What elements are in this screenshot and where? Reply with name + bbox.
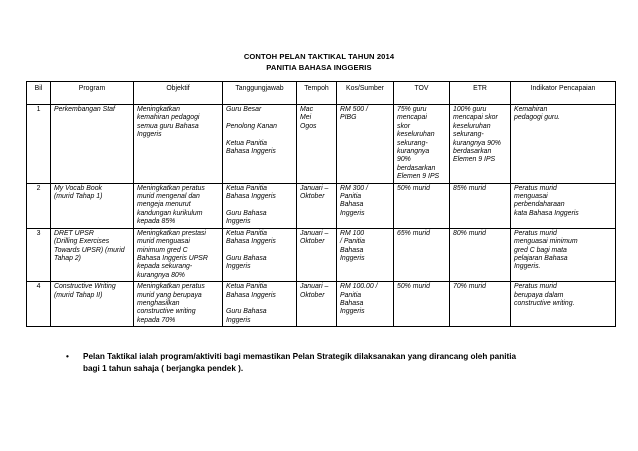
- cell-line: gred C bagi mata: [514, 246, 567, 254]
- cell-line: Peratus murid: [514, 283, 557, 291]
- cell-line: Peratus murid: [514, 184, 557, 192]
- cell-line: Ogos: [300, 122, 317, 130]
- bullet-icon: •: [66, 352, 69, 361]
- cell-line: pelajaran Bahasa: [514, 254, 568, 262]
- cell-tov: [394, 183, 450, 228]
- cell-line: Guru Bahasa: [226, 209, 267, 217]
- cell-line: Peratus murid: [514, 229, 557, 237]
- cell-line: 65% murid: [397, 229, 430, 237]
- cell-line: (Drilling Exercises: [54, 238, 110, 246]
- cell-line: berdasarkan: [397, 164, 436, 172]
- cell-objektif: [134, 183, 223, 228]
- cell-line: mengeja menurut: [137, 201, 191, 209]
- cell-line: Guru Besar: [226, 106, 262, 113]
- cell-tanggungjawab: [223, 183, 297, 228]
- cell-line: DRET UPSR: [54, 229, 94, 237]
- header-objektif: Objektif: [134, 82, 223, 105]
- cell-line: Kemahiran: [514, 106, 548, 113]
- cell-line: semua guru Bahasa: [137, 122, 199, 130]
- page-subtitle: PANITIA BAHASA INGGERIS: [266, 63, 372, 72]
- cell-line: Bahasa Inggeris UPSR: [137, 254, 208, 262]
- cell-objektif: [134, 282, 223, 327]
- header-bil: Bil: [27, 82, 51, 105]
- cell-line: 85% murid: [453, 184, 486, 192]
- footnote-line: bagi 1 tahun sahaja ( berjangka pendek ).: [83, 364, 244, 373]
- cell-line: sekurang-: [453, 131, 484, 139]
- cell-line: 75% guru: [397, 106, 427, 113]
- cell-kos: [337, 183, 394, 228]
- cell-line: Januari –: [300, 229, 329, 237]
- cell-line: (murid Tahap 1): [54, 193, 103, 201]
- cell-line: Inggeris: [226, 316, 251, 324]
- cell-line: murid menguasai: [137, 238, 190, 246]
- cell-line: Panitia: [340, 193, 362, 201]
- footnote-text: [83, 351, 603, 375]
- cell-kos: [337, 228, 394, 281]
- cell-line: Panitia: [340, 291, 362, 299]
- cell-line: kandungan kurikulum: [137, 209, 203, 217]
- cell-objektif: [134, 105, 223, 184]
- cell-line: 50% murid: [397, 283, 430, 291]
- cell-line: Bahasa: [340, 299, 364, 307]
- cell-etr: [450, 105, 511, 184]
- cell-line: murid yang berupaya: [137, 291, 202, 299]
- cell-line: Inggeris: [226, 218, 251, 226]
- cell-line: RM 100: [340, 229, 365, 237]
- cell-line: Guru Bahasa: [226, 308, 267, 316]
- cell-line: Bahasa: [340, 246, 364, 254]
- cell-line: berdasarkan: [453, 148, 492, 156]
- cell-line: kurangnya: [397, 148, 430, 156]
- cell-etr: [450, 228, 511, 281]
- cell-line: Bahasa Inggeris: [226, 148, 276, 155]
- cell-line: Inggeris: [340, 308, 365, 316]
- cell-bil: 2: [27, 183, 51, 228]
- cell-indikator: [511, 183, 616, 228]
- cell-line: Meningkatkan: [137, 106, 180, 113]
- cell-line: kata Bahasa Inggeris: [514, 209, 579, 217]
- cell-line: berupaya dalam: [514, 291, 564, 299]
- cell-etr: [450, 183, 511, 228]
- cell-line: Ketua Panitia: [226, 139, 267, 147]
- cell-line: 100% guru: [453, 106, 487, 113]
- tactical-plan-table: [26, 81, 616, 327]
- cell-line: Perkembangan Staf: [54, 106, 115, 113]
- header-indikator: Indikator Pencapaian: [511, 82, 616, 105]
- cell-line: RM 300 /: [340, 184, 368, 192]
- cell-line: My Vocab Book: [54, 184, 103, 192]
- cell-tempoh: [297, 183, 337, 228]
- cell-line: sekurang-: [397, 139, 428, 147]
- cell-line: RM 100.00 /: [340, 283, 378, 291]
- cell-line: Constructive Writing: [54, 283, 116, 291]
- cell-program: [51, 228, 134, 281]
- cell-line: [226, 114, 293, 122]
- cell-line: constructive writing: [137, 308, 196, 316]
- cell-etr: [450, 282, 511, 327]
- cell-tov: [394, 282, 450, 327]
- cell-program: [51, 282, 134, 327]
- table-row: [27, 105, 616, 184]
- cell-line: kepada 70%: [137, 316, 176, 324]
- cell-line: [226, 201, 293, 209]
- header-tanggungjawab: Tanggungjawab: [223, 82, 297, 105]
- cell-objektif: [134, 228, 223, 281]
- cell-bil: 4: [27, 282, 51, 327]
- cell-line: Meningkatkan peratus: [137, 184, 205, 192]
- cell-line: [226, 247, 293, 255]
- cell-line: Inggeris: [340, 209, 365, 217]
- cell-tempoh: [297, 282, 337, 327]
- cell-line: constructive writing.: [514, 299, 575, 307]
- header-program: Program: [51, 82, 134, 105]
- cell-line: mencapai: [397, 114, 427, 122]
- table-row: [27, 183, 616, 228]
- cell-line: [226, 300, 293, 308]
- cell-line: minimum gred C: [137, 246, 188, 254]
- table-row: [27, 282, 616, 327]
- cell-line: Guru Bahasa: [226, 254, 267, 262]
- cell-line: menguasai: [514, 193, 548, 201]
- cell-line: Bahasa: [340, 201, 364, 209]
- cell-line: Januari –: [300, 283, 329, 291]
- cell-line: mencapai skor: [453, 114, 498, 122]
- cell-indikator: [511, 282, 616, 327]
- cell-line: Tahap 2): [54, 254, 81, 262]
- cell-tov: [394, 105, 450, 184]
- cell-line: kepada sekurang-: [137, 263, 193, 271]
- table-row: [27, 228, 616, 281]
- cell-line: Bahasa Inggeris: [226, 238, 276, 246]
- cell-program: [51, 183, 134, 228]
- cell-line: kurangnya 80%: [137, 271, 185, 279]
- cell-kos: [337, 282, 394, 327]
- cell-line: pedagogi guru.: [514, 114, 560, 122]
- cell-line: (murid Tahap II): [54, 291, 103, 299]
- cell-line: 50% murid: [397, 184, 430, 192]
- cell-line: Towards UPSR) (murid: [54, 246, 125, 254]
- cell-line: skor: [397, 122, 411, 130]
- cell-line: 80% murid: [453, 229, 486, 237]
- cell-kos: [337, 105, 394, 184]
- cell-line: 90%: [397, 156, 411, 164]
- cell-line: Meningkatkan peratus: [137, 283, 205, 291]
- cell-line: kurangnya 90%: [453, 139, 501, 147]
- cell-line: RM 500 /: [340, 106, 368, 113]
- cell-line: Oktober: [300, 193, 325, 201]
- cell-program: [51, 105, 134, 184]
- cell-line: [226, 131, 293, 139]
- cell-line: Oktober: [300, 238, 325, 246]
- cell-bil: 3: [27, 228, 51, 281]
- cell-line: perbendaharaan: [514, 201, 565, 209]
- cell-line: Ketua Panitia: [226, 229, 267, 237]
- cell-line: Meningkatkan prestasi: [137, 229, 206, 237]
- cell-line: Mei: [300, 114, 312, 122]
- cell-line: Bahasa Inggeris: [226, 193, 276, 201]
- cell-tempoh: [297, 105, 337, 184]
- cell-line: kemahiran pedagogi: [137, 114, 200, 122]
- cell-tanggungjawab: [223, 105, 297, 184]
- cell-line: Inggeris: [137, 131, 162, 139]
- cell-line: Penolong Kanan: [226, 122, 277, 130]
- cell-tov: [394, 228, 450, 281]
- header-kos-sumber: Kos/Sumber: [337, 82, 394, 105]
- cell-tanggungjawab: [223, 228, 297, 281]
- cell-bil: 1: [27, 105, 51, 184]
- cell-line: murid mengenal dan: [137, 193, 200, 201]
- cell-line: kepada 85%: [137, 218, 176, 226]
- page-title: CONTOH PELAN TAKTIKAL TAHUN 2014: [243, 52, 395, 61]
- cell-line: Ketua Panitia: [226, 184, 267, 192]
- cell-line: 70% murid: [453, 283, 486, 291]
- cell-line: Ketua Panitia: [226, 283, 267, 291]
- cell-line: / Panitia: [340, 238, 365, 246]
- header-tov: TOV: [394, 82, 450, 105]
- cell-indikator: [511, 105, 616, 184]
- cell-line: Januari –: [300, 184, 329, 192]
- cell-line: Inggeris: [226, 263, 251, 271]
- cell-line: Bahasa Inggeris: [226, 291, 276, 299]
- cell-line: Elemen 9 IPS: [453, 156, 496, 164]
- cell-line: Elemen 9 IPS: [397, 173, 440, 181]
- table-header-row: [27, 82, 616, 105]
- cell-line: menghasilkan: [137, 299, 180, 307]
- header-tempoh: Tempoh: [297, 82, 337, 105]
- cell-line: keseluruhan: [397, 131, 435, 139]
- cell-line: Mac: [300, 106, 314, 113]
- cell-line: Inggeris.: [514, 263, 541, 271]
- cell-line: PIBG: [340, 114, 357, 122]
- header-etr: ETR: [450, 82, 511, 105]
- cell-line: Inggeris: [340, 254, 365, 262]
- cell-tempoh: [297, 228, 337, 281]
- cell-line: Oktober: [300, 291, 325, 299]
- cell-tanggungjawab: [223, 282, 297, 327]
- cell-line: keseluruhan: [453, 122, 491, 130]
- cell-line: menguasai minimum: [514, 238, 578, 246]
- footnote-line: Pelan Taktikal ialah program/aktiviti bagi memastikan Pelan Strategik dilaksanakan yang dirancang oleh panitia: [83, 352, 517, 361]
- cell-indikator: [511, 228, 616, 281]
